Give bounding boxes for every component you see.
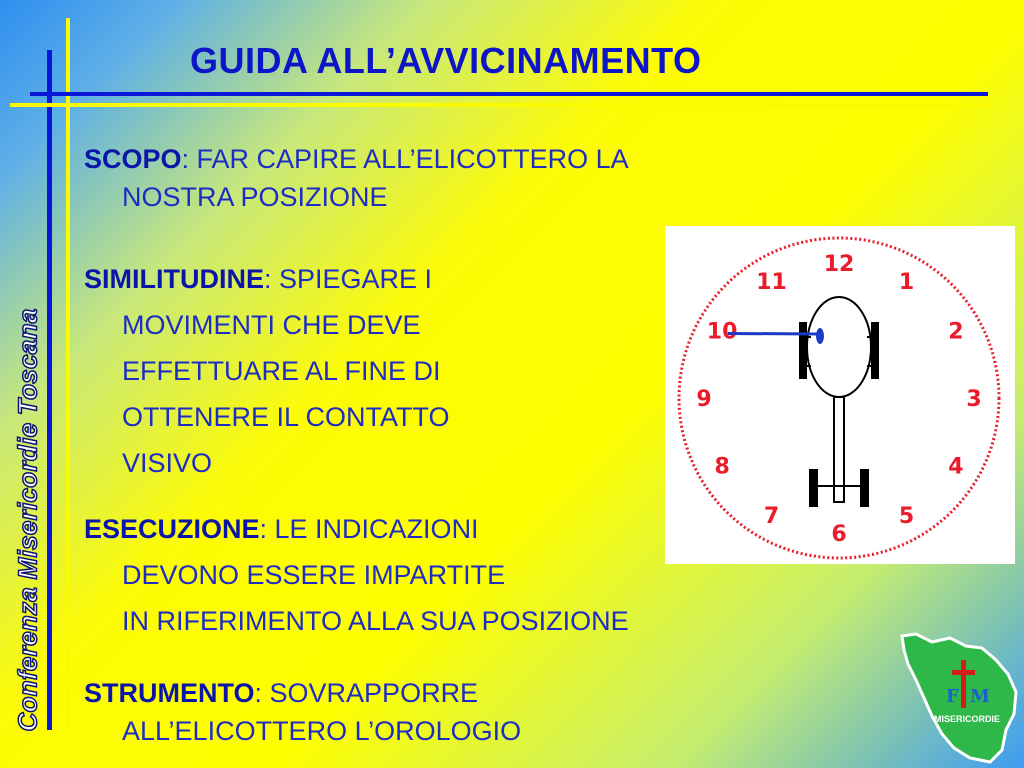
section-line: ALL’ELICOTTERO L’OROLOGIO: [122, 716, 522, 746]
clock-numeral-10: 10: [706, 319, 738, 345]
section-label: SCOPO: [84, 144, 182, 174]
decorative-horizontal-blue-line: [30, 92, 988, 96]
section-strumento: [84, 674, 521, 750]
section-scopo: [84, 140, 629, 216]
section-lead-line: [84, 506, 629, 552]
section-line: DEVONO ESSERE IMPARTITE: [122, 560, 506, 590]
logo-letter-m: M: [970, 686, 990, 707]
decorative-vertical-blue-line: [47, 50, 52, 730]
clock-numeral-7: 7: [763, 503, 780, 529]
section-lead-line: [84, 674, 521, 712]
clock-numeral-2: 2: [948, 319, 964, 345]
section-label: STRUMENTO: [84, 678, 255, 708]
section-lead-line: [84, 256, 450, 302]
vertical-organization-name: Conferenza Misericordie Toscana: [12, 308, 43, 732]
section-label: SIMILITUDINE: [84, 264, 264, 294]
section-line: NOSTRA POSIZIONE: [122, 182, 388, 212]
section-lead-text: : LE INDICAZIONI: [259, 514, 479, 544]
tuscany-map-shape: [902, 634, 1016, 762]
misericordie-logo: [898, 630, 1020, 764]
clock-numeral-1: 1: [898, 270, 915, 296]
section-lead-line: [84, 140, 629, 178]
section-similitudine: [84, 256, 450, 486]
clock-numeral-4: 4: [948, 454, 964, 480]
logo-letter-f: F: [946, 686, 959, 707]
section-line: VISIVO: [122, 448, 213, 478]
clock-numeral-8: 8: [714, 454, 730, 480]
clock-numeral-6: 6: [831, 522, 847, 547]
section-lead-text: : SPIEGARE I: [264, 264, 433, 294]
section-line: MOVIMENTI CHE DEVE: [122, 310, 421, 340]
clock-diagram: [665, 226, 1015, 564]
section-line: OTTENERE IL CONTATTO: [122, 402, 450, 432]
section-line: EFFETTUARE AL FINE DI: [122, 356, 441, 386]
section-esecuzione: [84, 506, 629, 644]
decorative-horizontal-yellow-line: [10, 103, 990, 107]
clock-svg: [665, 226, 1015, 564]
clock-numeral-3: 3: [966, 387, 982, 412]
slide-title: GUIDA ALL’AVVICINAMENTO: [190, 40, 702, 81]
clock-numeral-9: 9: [696, 387, 712, 412]
decorative-vertical-yellow-line: [66, 18, 70, 728]
section-label: ESECUZIONE: [84, 514, 260, 544]
clock-numeral-11: 11: [756, 270, 787, 296]
section-line: IN RIFERIMENTO ALLA SUA POSIZIONE: [122, 606, 629, 636]
logo-text: MISERICORDIE: [934, 714, 1001, 724]
clock-numeral-5: 5: [898, 503, 915, 529]
clock-numeral-12: 12: [823, 252, 855, 277]
section-lead-text: : FAR CAPIRE ALL’ELICOTTERO LA: [181, 144, 629, 174]
section-lead-text: : SOVRAPPORRE: [254, 678, 479, 708]
